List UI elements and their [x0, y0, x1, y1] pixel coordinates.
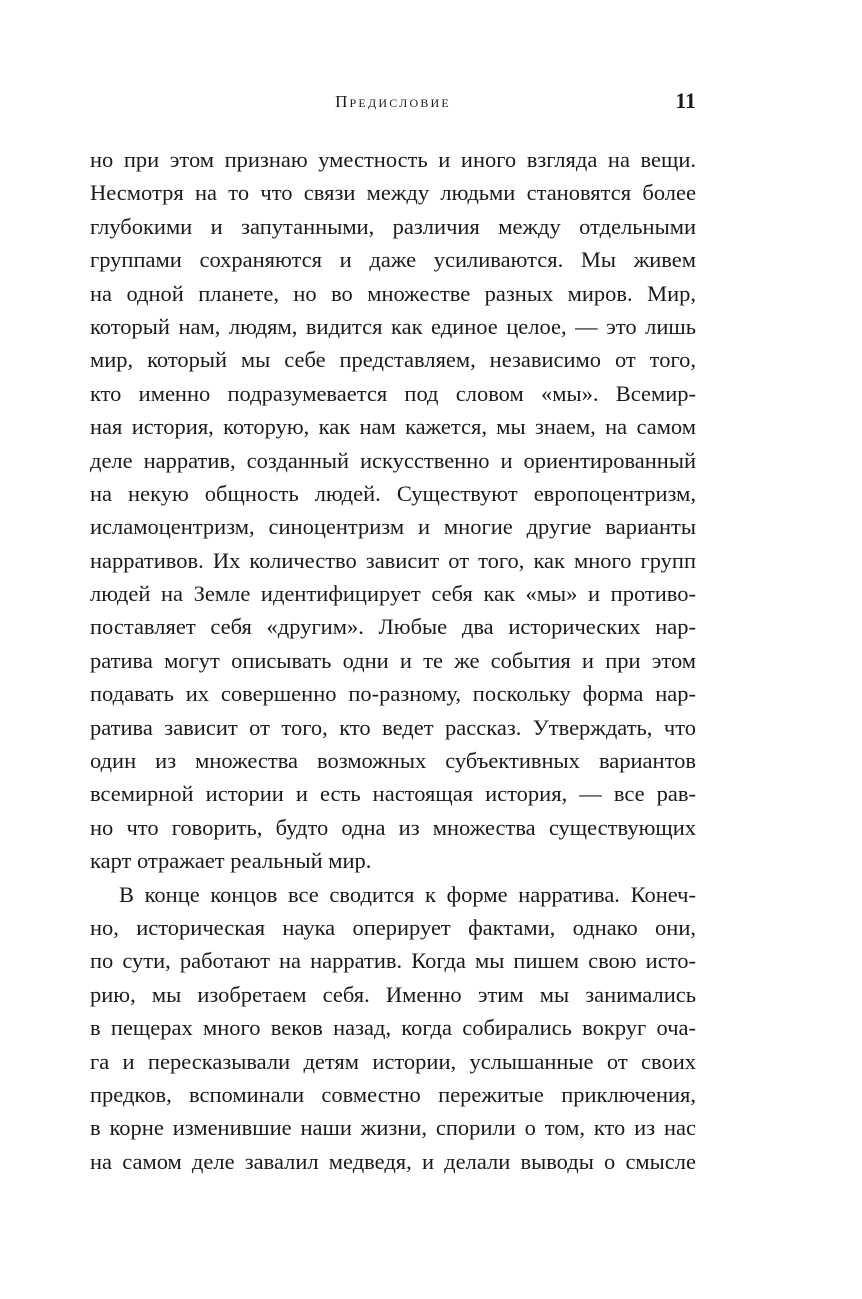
- text-body: [90, 143, 696, 1178]
- text-line: но что говорить, будто одна из множества существующих: [90, 814, 696, 840]
- text-line: в корне изменившие наши жизни, спорили о том, кто из нас: [90, 1115, 696, 1141]
- text-line: предков, вспоминали совместно пережитые приключения,: [90, 1081, 696, 1107]
- text-line: на одной планете, но во множестве разных миров. Мир,: [90, 280, 696, 306]
- text-line: один из множества возможных субъективных вариантов: [90, 748, 696, 774]
- text-line: карт отражает реальный мир.: [90, 848, 372, 874]
- paragraph: [90, 878, 696, 1179]
- text-line: ратива зависит от того, кто ведет рассказ. Утверждать, что: [90, 714, 696, 740]
- text-line: глубокими и запутанными, различия между отдельными: [90, 213, 696, 239]
- text-line: ная история, которую, как нам кажется, мы знаем, на самом: [90, 414, 696, 440]
- text-line: на самом деле завалил медведя, и делали выводы о смысле: [90, 1148, 696, 1174]
- text-line: га и пересказывали детям истории, услышанные от своих: [90, 1048, 696, 1074]
- text-line: в пещерах много веков назад, когда собирались вокруг оча-: [90, 1015, 696, 1041]
- text-line: рию, мы изобретаем себя. Именно этим мы занимались: [90, 981, 696, 1007]
- text-line: деле нарратив, созданный искусственно и ориентированный: [90, 447, 696, 473]
- text-line: по сути, работают на нарратив. Когда мы пишем свою исто-: [90, 948, 696, 974]
- text-line: кто именно подразумевается под словом «мы». Всемир-: [90, 380, 696, 406]
- text-line: поставляет себя «другим». Любые два исторических нар-: [90, 614, 696, 640]
- text-line: на некую общность людей. Существуют европоцентризм,: [90, 480, 696, 506]
- text-line: нарративов. Их количество зависит от того, как много групп: [90, 547, 696, 573]
- text-line: мир, который мы себе представляем, независимо от того,: [90, 347, 696, 373]
- text-line: но при этом признаю уместность и иного взгляда на вещи.: [90, 147, 696, 172]
- text-line: подавать их совершенно по-разному, поскольку форма нар-: [90, 681, 696, 707]
- text-line: всемирной истории и есть настоящая история, — все рав-: [90, 781, 696, 807]
- page-number: 11: [675, 88, 696, 113]
- paragraph: [90, 143, 696, 878]
- text-line: но, историческая наука оперирует фактами, однако они,: [90, 914, 696, 940]
- running-title: Предисловие: [335, 92, 451, 111]
- text-line: ратива могут описывать одни и те же события и при этом: [90, 647, 696, 673]
- text-line: В конце концов все сводится к форме нарратива. Конеч-: [119, 881, 696, 907]
- text-line: группами сохраняются и даже усиливаются. Мы живем: [90, 247, 696, 273]
- text-line: людей на Земле идентифицирует себя как «мы» и противо-: [90, 581, 696, 607]
- text-line: исламоцентризм, синоцентризм и многие другие варианты: [90, 514, 696, 540]
- text-line: Несмотря на то что связи между людьми становятся более: [90, 180, 696, 206]
- running-header: [90, 88, 696, 114]
- text-line: который нам, людям, видится как единое целое, — это лишь: [90, 313, 696, 339]
